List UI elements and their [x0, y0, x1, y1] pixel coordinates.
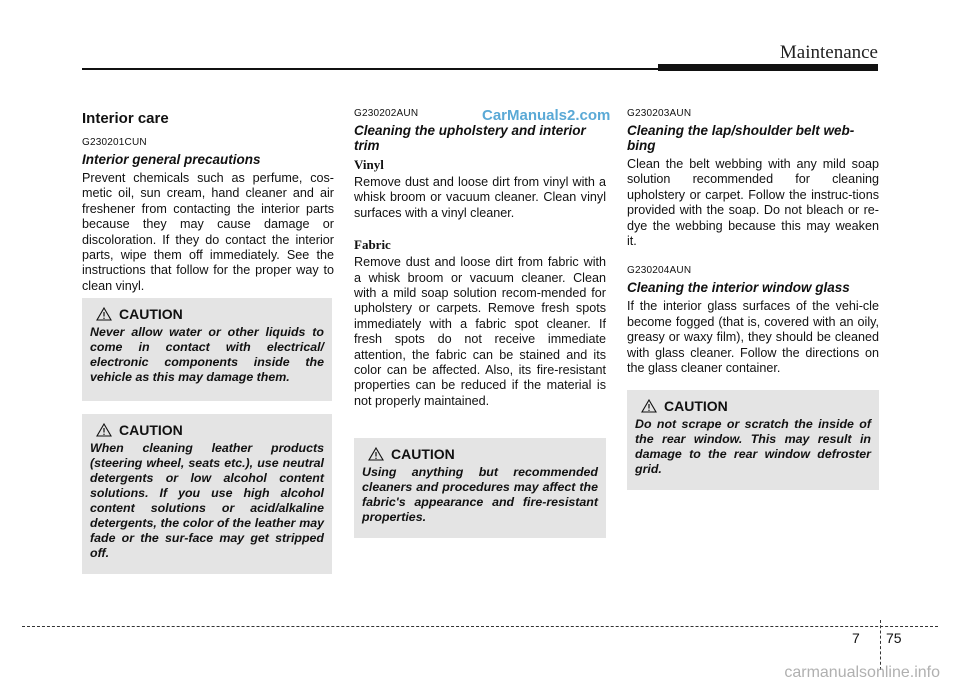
caution-label: CAUTION: [391, 446, 455, 462]
caution-label: CAUTION: [119, 306, 183, 322]
column-3: [627, 108, 879, 376]
warning-triangle-icon: [96, 307, 112, 321]
page-chapter: 7: [852, 630, 860, 646]
column-2: [354, 108, 606, 409]
section-code: G230203AUN: [627, 108, 692, 119]
header-rule-thin: [82, 68, 682, 70]
section-heading: Interior care: [82, 110, 169, 127]
watermark-top[interactable]: CarManuals2.com: [482, 107, 611, 124]
paragraph: Prevent chemicals such as perfume, cos-metic oil, sun cream, hand cleaner and air freshener from contacting the interior parts because they may cause damage or discoloration. If they do contact the interior parts, wipe them off immediately. See the instructions that follow for the proper way to clean vinyl.: [82, 171, 334, 293]
warning-triangle-icon: [96, 423, 112, 437]
footer-dashed-divider: [880, 620, 881, 670]
paragraph: Clean the belt webbing with any mild soap solution recommended for cleaning upholstery or carpet. Follow the instruc-tions provided with the soap. Do not bleach or re-dye the webbing because this may weaken it.: [627, 157, 879, 249]
watermark-bottom[interactable]: carmanualsonline.info: [784, 664, 940, 681]
caution-header: [96, 422, 324, 438]
caution-box-window: [627, 390, 879, 490]
page-header-title: Maintenance: [779, 42, 878, 63]
fabric-title: Fabric: [354, 237, 391, 253]
subheading: Cleaning the interior window glass: [627, 280, 850, 296]
caution-header: [96, 306, 324, 322]
caution-text: When cleaning leather products (steering wheel, seats etc.), use neutral detergents or low alcohol content solutions. If you use high alcohol content solutions or acid/alkaline detergents, the color of the leather may fade or the sur-face may get stripped off.: [90, 441, 324, 560]
subheading: Cleaning the upholstery and interior trim: [354, 123, 586, 153]
header-rule-thick: [658, 64, 878, 71]
section-code: G230201CUN: [82, 137, 147, 148]
page-number: 75: [886, 630, 902, 646]
paragraph: If the interior glass surfaces of the vehi-cle become fogged (that is, covered with an oily, greasy or waxy film), they should be cleaned with glass cleaner. Follow the directions on the glass cleaner container.: [627, 299, 879, 376]
warning-triangle-icon: [368, 447, 384, 461]
caution-header: [368, 446, 598, 462]
caution-box-electrical: [82, 298, 332, 401]
caution-text: Using anything but recommended cleaners and procedures may affect the fabric's appearance and fire-resistant properties.: [362, 465, 598, 524]
caution-label: CAUTION: [119, 422, 183, 438]
section-code: G230204AUN: [627, 265, 692, 277]
subheading: Cleaning the lap/shoulder belt web-bing: [627, 123, 855, 153]
caution-header: [641, 398, 871, 414]
caution-box-fabric: [354, 438, 606, 538]
caution-box-leather: [82, 414, 332, 574]
caution-label: CAUTION: [664, 398, 728, 414]
vinyl-paragraph: Remove dust and loose dirt from vinyl with a whisk broom or vacuum cleaner. Clean vinyl surfaces with a vinyl cleaner.: [354, 175, 606, 220]
caution-text: Never allow water or other liquids to come in contact with electrical/ electronic components inside the vehicle as this may damage them.: [90, 325, 324, 384]
subheading: Interior general precautions: [82, 152, 261, 167]
section-code: G230202AUN: [354, 108, 419, 119]
warning-triangle-icon: [641, 399, 657, 413]
column-1: [82, 108, 334, 294]
vinyl-title: Vinyl: [354, 157, 384, 172]
footer-dashed-rule: [22, 626, 938, 627]
caution-text: Do not scrape or scratch the inside of the rear window. This may result in damage to the rear window defroster grid.: [635, 417, 871, 476]
fabric-paragraph: Remove dust and loose dirt from fabric with a whisk broom or vacuum cleaner. Clean with a mild soap solution recom-mended for upholstery or carpets. Remove fresh spots immediately with a fabric spot cleaner. If fresh spots do not receive immediate attention, the fabric can be stained and its color can be affected. Also, its fire-resistant properties can be reduced if the material is not properly maintained.: [354, 255, 606, 408]
